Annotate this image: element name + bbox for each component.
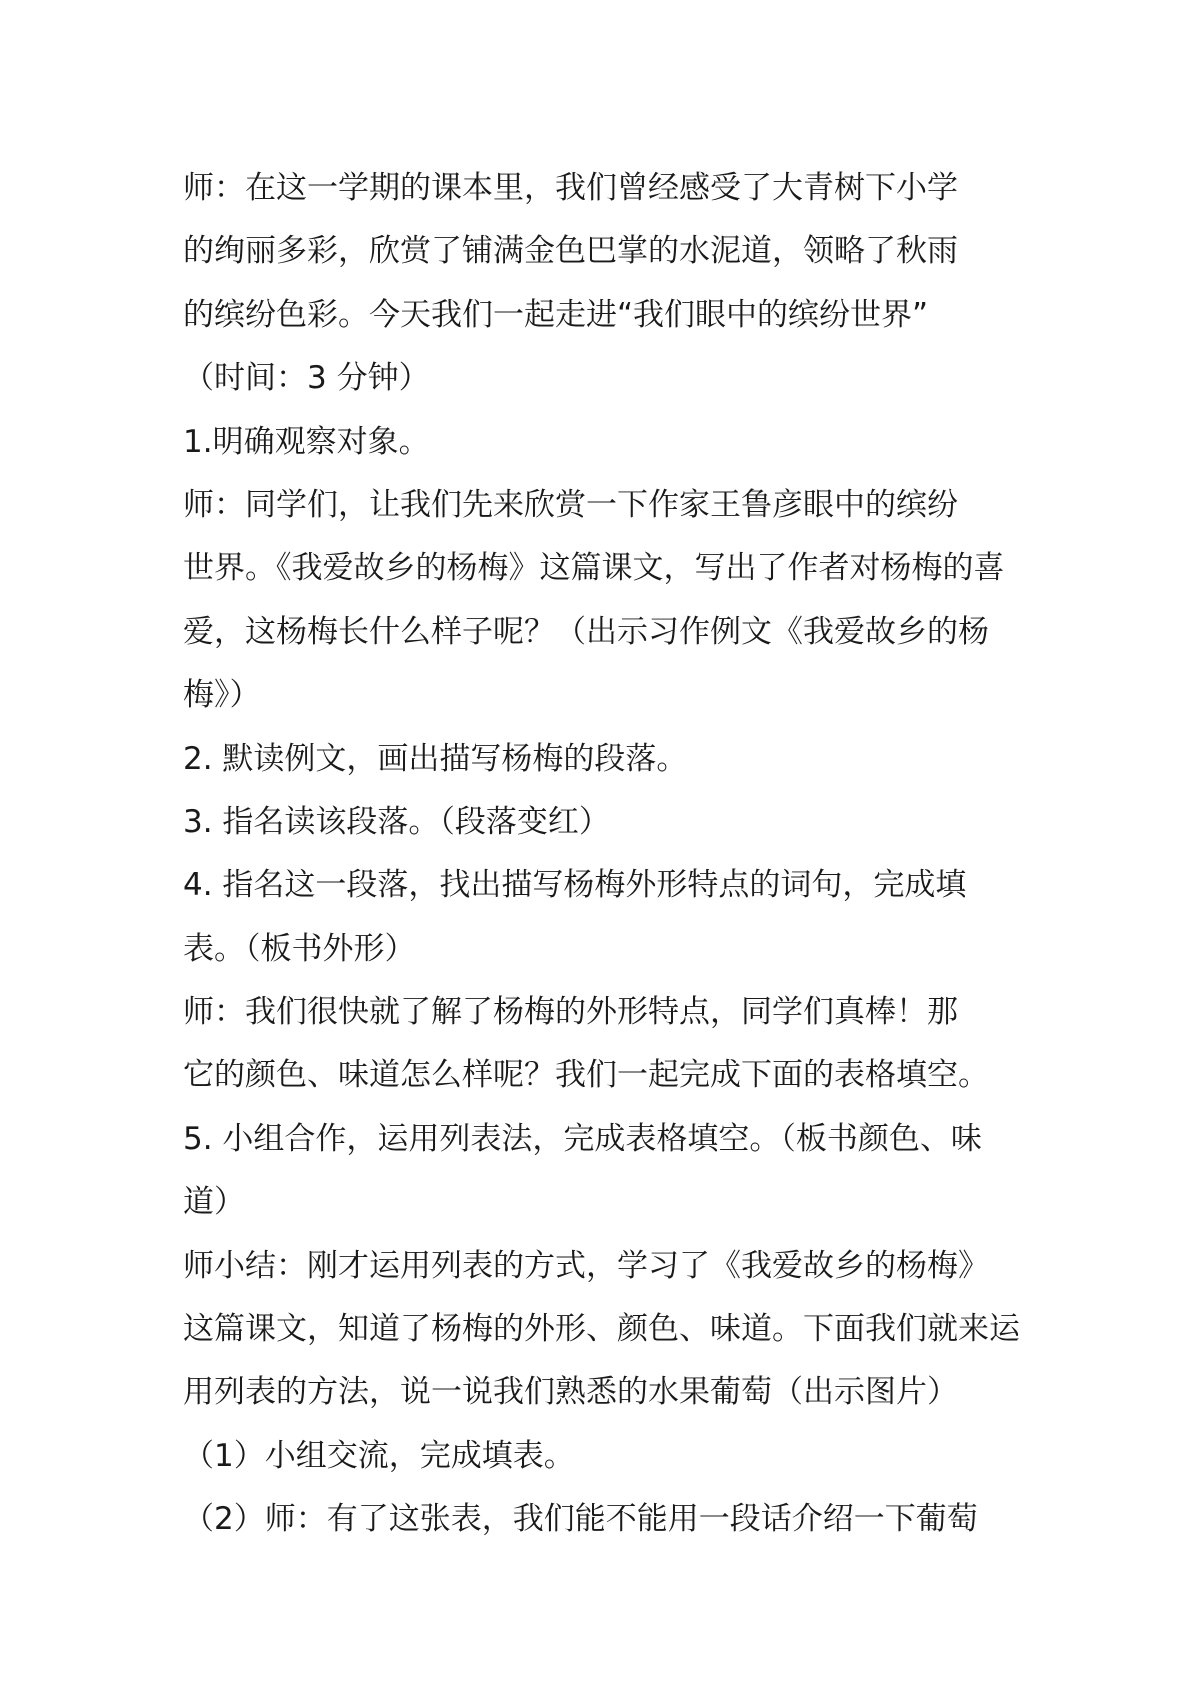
text-line: 1.明确观察对象。 <box>183 423 430 460</box>
text-line: 5. 小组合作，运用列表法，完成表格填空。（板书颜色、味 <box>183 1120 982 1157</box>
text-line: （1）小组交流，完成填表。 <box>183 1437 575 1474</box>
text-line: 道） <box>183 1184 245 1221</box>
text-line: 师：在这一学期的课本里，我们曾经感受了大青树下小学 <box>183 170 958 206</box>
text-line: 4. 指名这一段落，找出描写杨梅外形特点的词句，完成填 <box>183 867 967 904</box>
text-line: 的缤纷色彩。今天我们一起走进“我们眼中的缤纷世界” <box>183 296 929 333</box>
text-line: 师小结：刚才运用列表的方式，学习了《我爱故乡的杨梅》 <box>183 1247 989 1284</box>
text-line: 3. 指名读该段落。（段落变红） <box>183 803 610 840</box>
text-line: 表。（板书外形） <box>183 930 416 967</box>
text-line: 它的颜色、味道怎么样呢？我们一起完成下面的表格填空。 <box>183 1057 989 1094</box>
document-body <box>183 157 1023 1552</box>
text-line: （2）师：有了这张表，我们能不能用一段话介绍一下葡萄 <box>183 1501 978 1538</box>
text-line: 用列表的方法，说一说我们熟悉的水果葡萄（出示图片） <box>183 1374 958 1411</box>
text-line: 师：同学们，让我们先来欣赏一下作家王鲁彦眼中的缤纷 <box>183 486 958 523</box>
text-line: 梅》） <box>183 677 261 714</box>
text-line: 这篇课文，知道了杨梅的外形、颜色、味道。下面我们就来运 <box>183 1311 1020 1348</box>
text-line: 世界。《我爱故乡的杨梅》这篇课文，写出了作者对杨梅的喜 <box>183 550 1005 587</box>
text-line: （时间：3 分钟） <box>183 360 430 397</box>
text-line: 爱，这杨梅长什么样子呢？（出示习作例文《我爱故乡的杨 <box>183 613 989 650</box>
text-line: 的绚丽多彩，欣赏了铺满金色巴掌的水泥道，领略了秋雨 <box>183 233 958 270</box>
text-line: 师：我们很快就了解了杨梅的外形特点，同学们真棒！那 <box>183 994 958 1031</box>
text-line: 2. 默读例文，画出描写杨梅的段落。 <box>183 740 688 777</box>
